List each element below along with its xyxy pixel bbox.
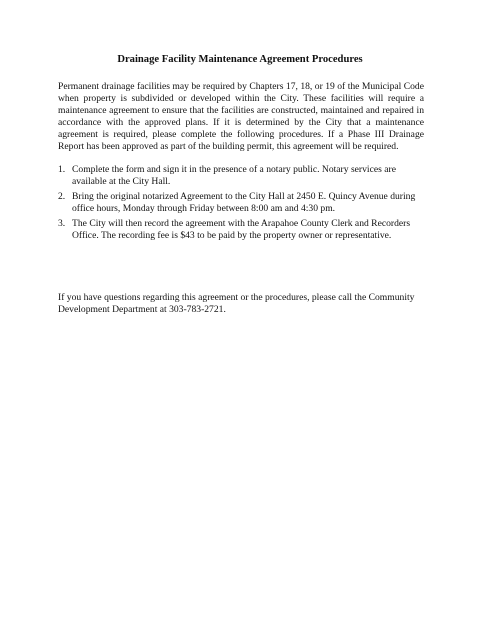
step-text: Bring the original notarized Agreement to the City Hall at 2450 E. Quincy Avenue during office hours, Monday through Friday between 8:00 am and 4:30 pm. <box>72 191 416 215</box>
step-number: 1. <box>58 164 66 175</box>
procedure-step-2 <box>58 191 424 215</box>
step-text: Complete the form and sign it in the presence of a notary public. Notary services are available at the City Hall. <box>72 164 396 188</box>
closing-paragraph: If you have questions regarding this agreement or the procedures, please call the Community Development Department at 303-783-2721. <box>58 292 415 316</box>
procedure-steps-list <box>58 164 424 246</box>
procedure-step-3 <box>58 218 424 242</box>
step-text: The City will then record the agreement with the Arapahoe County Clerk and Recorders Office. The recording fee is $43 to be paid by the property owner or representative. <box>72 218 411 242</box>
procedure-step-1 <box>58 164 424 188</box>
step-number: 2. <box>58 191 66 203</box>
document-title: Drainage Facility Maintenance Agreement Procedures <box>117 54 363 65</box>
step-number: 3. <box>58 218 66 230</box>
intro-paragraph: Permanent drainage facilities may be required by Chapters 17, 18, or 19 of the Municipal Code when property is subdivided or developed within the City. These facilities will require a maintenance agreement to ensure that the facilities are constructed, maintained and repaired in accordance with the approved plans. If it is determined by the City that a maintenance agreement is required, please complete the following procedures. If a Phase III Drainage Report has been approved as part of the building permit, this agreement will be required. <box>58 81 424 153</box>
